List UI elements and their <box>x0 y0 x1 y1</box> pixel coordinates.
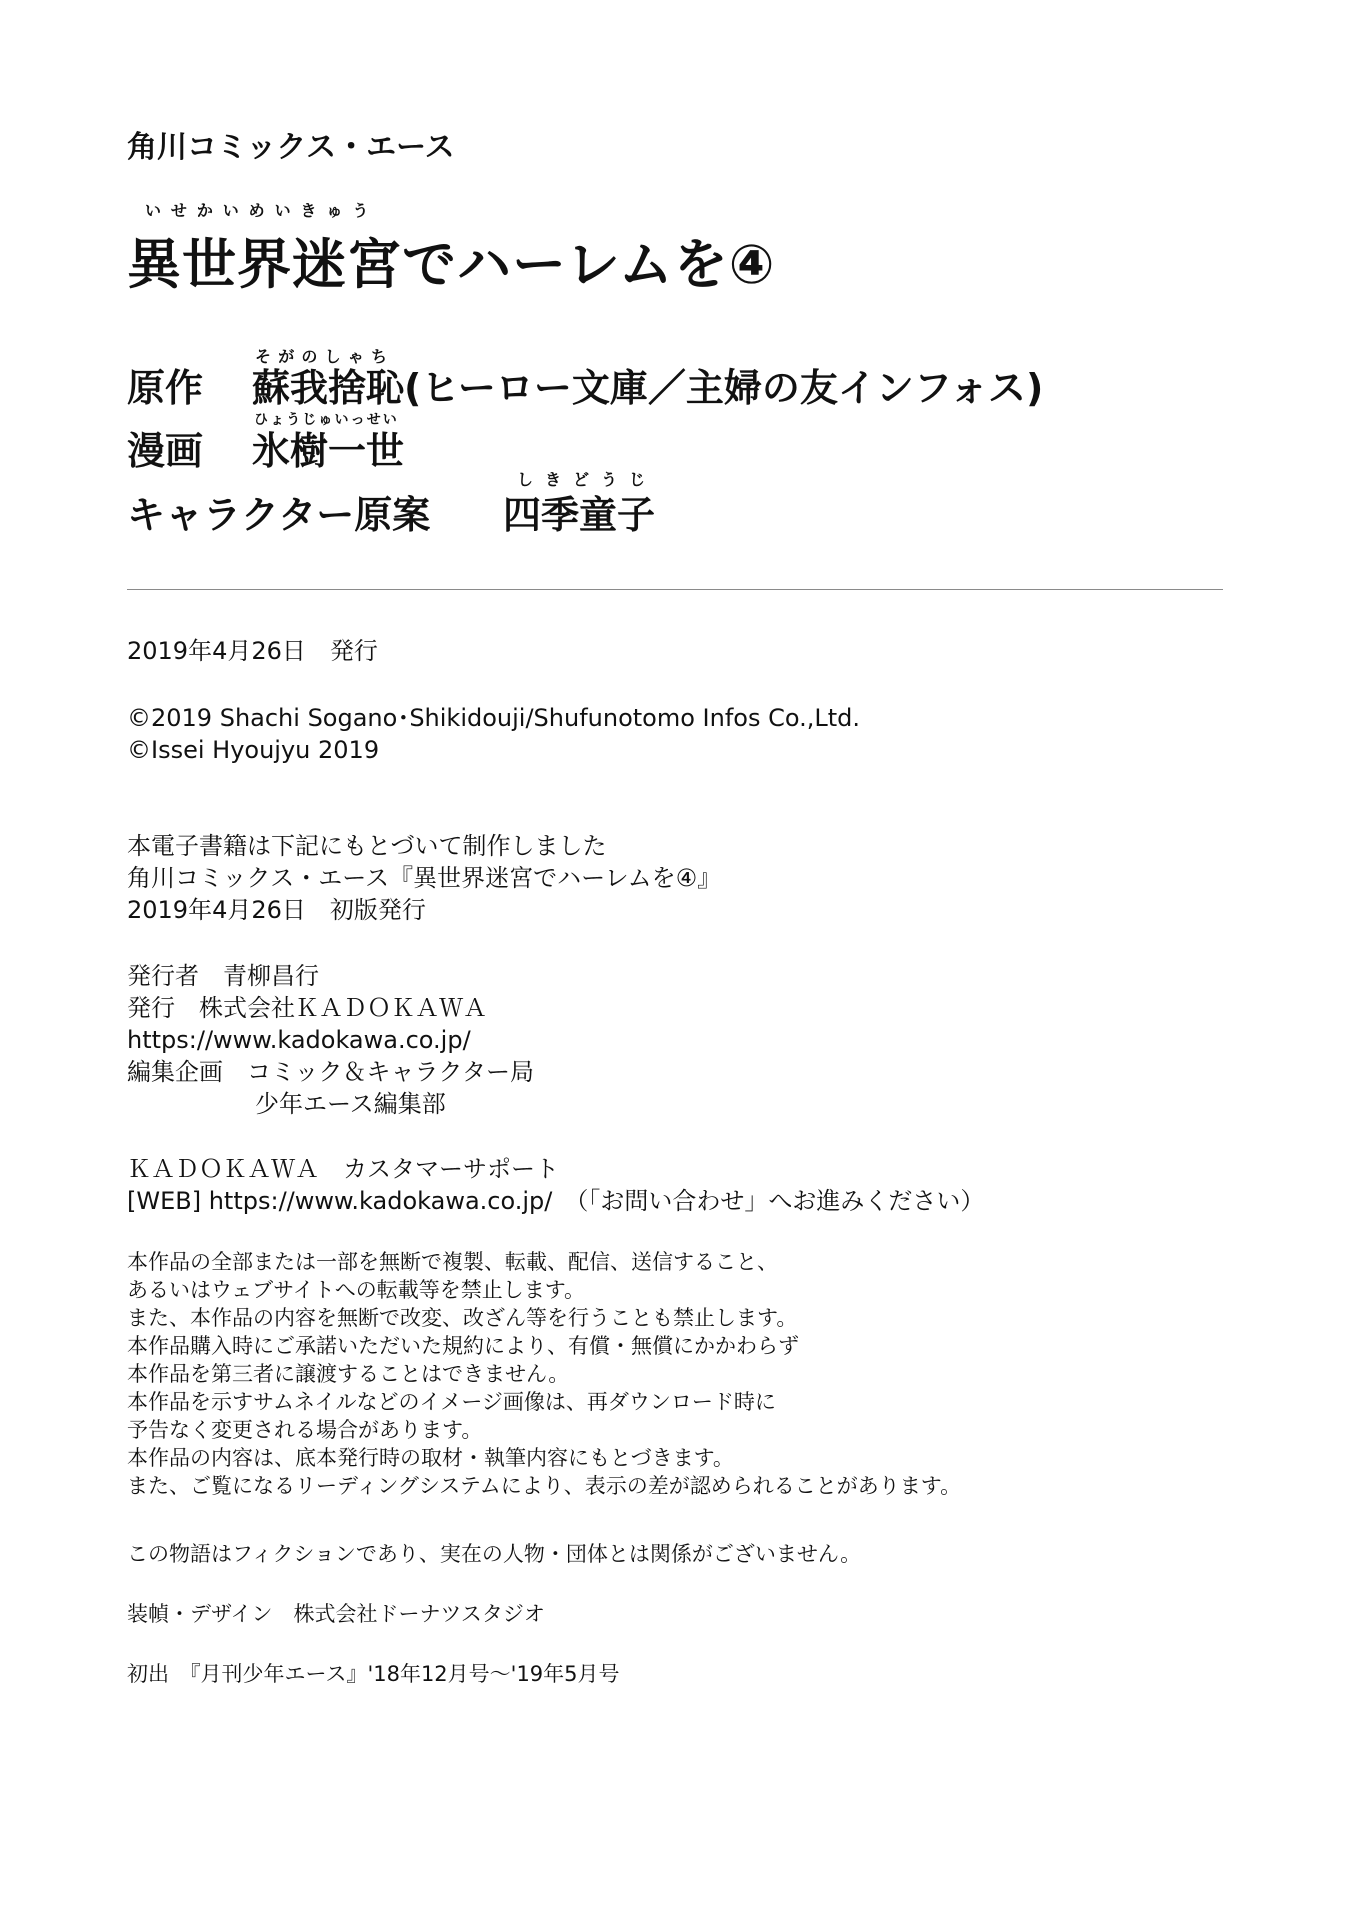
notice-line: 本作品の全部または一部を無断で複製、転載、配信、送信すること、 <box>127 1250 778 1274</box>
publisher-url[interactable]: https://www.kadokawa.co.jp/ <box>127 1026 471 1054</box>
credit-role: 原作 <box>127 366 204 410</box>
notice-line: 予告なく変更される場合があります。 <box>127 1418 483 1442</box>
copyright-line: ©Issei Hyoujyu 2019 <box>127 736 380 764</box>
notice-line: また、本作品の内容を無断で改変、改ざん等を行うことも禁止します。 <box>127 1306 798 1330</box>
source-note-line: 本電子書籍は下記にもとづいて制作しました <box>127 832 607 860</box>
credit-name: 氷樹一世 <box>252 429 405 473</box>
support-title: ＫＡＤＯＫＡＷＡ カスタマーサポート <box>127 1155 559 1183</box>
artist-ruby: ひょうじゅいっせい <box>254 412 399 428</box>
first-appearance-line: 初出 『月刊少年エース』'18年12月号～'19年5月号 <box>127 1662 620 1686</box>
series-label: 角川コミックス・エース <box>127 130 455 165</box>
copyright-block <box>127 702 860 766</box>
fiction-note <box>127 1540 861 1568</box>
source-note-line: 2019年4月26日 初版発行 <box>127 896 426 924</box>
notice-line: 本作品の内容は、底本発行時の取材・執筆内容にもとづきます。 <box>127 1446 734 1470</box>
character-designer-ruby: しきどうじ <box>517 470 658 489</box>
design-credit <box>127 1600 545 1628</box>
credit-role: 漫画 <box>127 429 204 473</box>
credit-role: キャラクター原案 <box>127 493 431 537</box>
date-line: 2019年4月26日 発行 <box>127 637 378 665</box>
fiction-note-line: この物語はフィクションであり、実在の人物・団体とは関係がございません。 <box>127 1542 862 1566</box>
design-credit-line: 装幀・デザイン 株式会社ドーナツスタジオ <box>127 1602 545 1626</box>
notice-line: 本作品を第三者に譲渡することはできません。 <box>127 1362 570 1386</box>
first-appearance <box>127 1660 620 1688</box>
notices-block <box>127 1248 961 1500</box>
source-note-line: 角川コミックス・エース『異世界迷宮でハーレムを④』 <box>127 864 722 892</box>
publisher-block <box>127 960 534 1120</box>
publisher-line: 発行者 青柳昌行 <box>127 962 319 990</box>
credit-name: 四季童子 <box>503 493 656 537</box>
notice-line: あるいはウェブサイトへの転載等を禁止します。 <box>127 1278 586 1302</box>
support-block <box>127 1153 984 1217</box>
publisher-line: 発行 株式会社ＫＡＤＯＫＡＷＡ <box>127 994 487 1022</box>
notice-line: また、ご覧になるリーディングシステムにより、表示の差が認められることがあります。 <box>127 1474 962 1498</box>
author-ruby: そがのしゃち <box>255 347 395 366</box>
notice-line: 本作品購入時にご承諾いただいた規約により、有償・無償にかかわらず <box>127 1334 799 1358</box>
publisher-line: 編集企画 コミック＆キャラクター局 <box>127 1058 535 1086</box>
credit-name: 蘇我捨恥(ヒーロー文庫／主婦の友インフォス) <box>252 366 1044 410</box>
support-web-link[interactable]: [WEB] https://www.kadokawa.co.jp/ （「お問い合わせ」へお進みください） <box>127 1187 985 1215</box>
title-ruby: いせかいめいきゅう <box>145 201 379 220</box>
notice-line: 本作品を示すサムネイルなどのイメージ画像は、再ダウンロード時に <box>127 1390 776 1414</box>
source-note-block <box>127 830 721 926</box>
book-title: 異世界迷宮でハーレムを④ <box>127 233 776 296</box>
copyright-line: ©2019 Shachi Sogano･Shikidouji/Shufunotomo Infos Co.,Ltd. <box>127 704 861 732</box>
divider <box>127 589 1223 590</box>
publication-date <box>127 635 378 667</box>
publisher-line-indented: 少年エース編集部 <box>255 1090 446 1118</box>
